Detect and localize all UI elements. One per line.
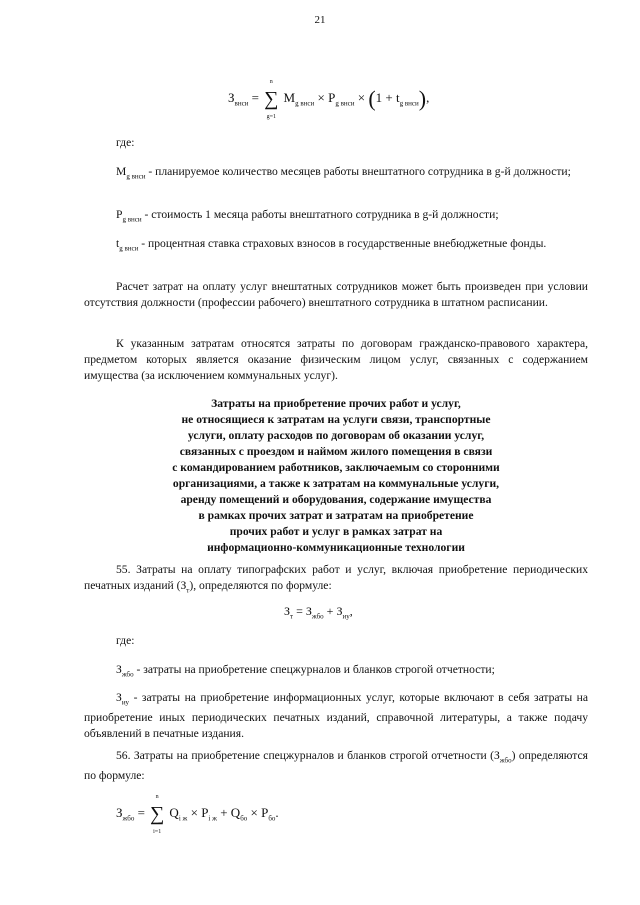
paragraph-subscript: жбо bbox=[499, 756, 512, 765]
paragraph-56 bbox=[84, 748, 588, 784]
formula-punct: . bbox=[275, 804, 279, 820]
section-heading bbox=[84, 396, 588, 556]
formula-operator: × bbox=[190, 804, 198, 820]
definition-iu bbox=[84, 690, 588, 742]
formula-symbol: P bbox=[328, 89, 336, 105]
paragraph-text: ) определяются по формуле: bbox=[84, 749, 588, 783]
formula-operator: × bbox=[317, 89, 325, 105]
definition-subscript: иу bbox=[121, 698, 130, 707]
formula-punct: , bbox=[426, 89, 430, 105]
formula-subscript: внси bbox=[234, 99, 249, 108]
formula-symbol: Q bbox=[169, 804, 179, 820]
formula-subscript: жбо bbox=[311, 612, 324, 621]
where-label: где: bbox=[116, 634, 135, 647]
paragraph-text: ), определяются по формуле: bbox=[189, 579, 332, 592]
heading-line: услуги, оплату расходов по договорам об оказании услуг, bbox=[187, 429, 485, 442]
definition-p bbox=[116, 207, 588, 227]
formula-paren: ) bbox=[418, 86, 427, 111]
formula-symbol: З bbox=[116, 804, 123, 820]
sum-lower-limit: g=1 bbox=[266, 114, 276, 120]
paragraph-subscript: т bbox=[186, 586, 190, 595]
definition-t bbox=[116, 236, 588, 256]
heading-line: информационно-коммуникационные технологии bbox=[207, 541, 465, 554]
definition-text: - затраты на приобретение спецжурналов и бланков строгой отчетности; bbox=[133, 663, 495, 676]
heading-line: связанных с проездом и наймом жилого помещения в связи bbox=[179, 445, 493, 458]
formula-symbol: P bbox=[261, 804, 269, 820]
heading-line: Затраты на приобретение прочих работ и услуг, bbox=[211, 397, 461, 410]
formula-operator: = bbox=[137, 804, 145, 820]
definition-m bbox=[116, 164, 588, 184]
formula-subscript: g внси bbox=[335, 99, 355, 108]
definition-text: - стоимость 1 месяца работы внештатного сотрудника в g-й должности; bbox=[141, 208, 499, 221]
formula-term: + З bbox=[323, 604, 343, 618]
formula-subscript: бо bbox=[240, 814, 248, 823]
formula-subscript: g внси bbox=[399, 99, 419, 108]
definition-subscript: g внси bbox=[126, 172, 146, 181]
definition-text: - планируемое количество месяцев работы внештатного сотрудника в g-й должности; bbox=[145, 165, 571, 178]
formula-term: = З bbox=[293, 604, 312, 618]
sum-upper-limit: n bbox=[155, 794, 159, 800]
formula-subscript: g внси bbox=[295, 99, 315, 108]
definition-subscript: g внси bbox=[122, 215, 142, 224]
formula-special-journals bbox=[116, 794, 279, 835]
paragraph-55 bbox=[84, 562, 588, 598]
definition-symbol: t bbox=[116, 237, 120, 250]
definition-text: - процентная ставка страховых взносов в государственные внебюджетные фонды. bbox=[138, 237, 547, 250]
sum-sign-icon: n ∑ g=1 bbox=[264, 79, 279, 120]
formula-operator: = bbox=[251, 89, 260, 105]
formula-printing bbox=[284, 604, 353, 620]
paragraph-text: 56. Затраты на приобретение спецжурналов и бланков строгой отчетности (З bbox=[116, 749, 500, 762]
sum-lower-limit: i=1 bbox=[153, 829, 162, 835]
definition-symbol: З bbox=[116, 663, 122, 676]
heading-line: с командированием работников, заключаемым со сторонними bbox=[172, 461, 500, 474]
formula-operator: + bbox=[220, 804, 228, 820]
formula-symbol: P bbox=[201, 804, 209, 820]
formula-symbol: Q bbox=[230, 804, 241, 820]
sum-upper-limit: n bbox=[269, 79, 273, 85]
heading-line: аренду помещений и оборудования, содержание имущества bbox=[180, 493, 492, 506]
where-label: где: bbox=[116, 136, 135, 149]
definition-symbol: З bbox=[116, 691, 122, 704]
formula-subscript: i ж bbox=[208, 814, 217, 823]
formula-punct: , bbox=[349, 604, 353, 618]
formula-operator: × bbox=[357, 89, 366, 105]
formula-subscript: иу bbox=[342, 612, 350, 621]
heading-line: не относящиеся к затратам на услуги связи, транспортные bbox=[181, 413, 491, 426]
paragraph-text: 55. Затраты на оплату типографских работ и услуг, включая приобретение периодических печатных изданий (З bbox=[84, 563, 588, 592]
formula-subscript: т bbox=[290, 612, 294, 621]
definition-zhbo bbox=[116, 662, 588, 682]
heading-line: в рамках прочих затрат и затратам на приобретение bbox=[198, 509, 474, 522]
paragraph-conditions: Расчет затрат на оплату услуг внештатных сотрудников может быть произведен при условии отсутствия должности (профессии рабочего) внештатного сотрудника в штатном расписании. bbox=[84, 280, 588, 309]
page-number: 21 bbox=[314, 14, 326, 26]
formula-symbol: M bbox=[283, 89, 296, 105]
sum-sign-icon: n ∑ i=1 bbox=[150, 794, 165, 835]
formula-subscript: бо bbox=[268, 814, 276, 823]
formula-paren: ( bbox=[368, 86, 376, 111]
formula-operator: × bbox=[250, 804, 258, 820]
heading-line: прочих работ и услуг в рамках затрат на bbox=[229, 525, 443, 538]
heading-line: организациями, а также к затратам на коммунальные услуги, bbox=[172, 477, 500, 490]
formula-symbol: З bbox=[284, 604, 291, 618]
formula-external-staff bbox=[228, 79, 430, 120]
definition-symbol: M bbox=[116, 165, 127, 178]
formula-term: 1 + t bbox=[375, 89, 400, 105]
paragraph-gph-contracts: К указанным затратам относятся затраты по договорам гражданско-правового характера, предметом которых является оказание физическим лицом услуг, связанных с содержанием имущества (за исключением коммунальных услуг). bbox=[84, 337, 588, 382]
definition-symbol: P bbox=[116, 208, 123, 221]
formula-subscript: жбо bbox=[122, 814, 135, 823]
definition-subscript: жбо bbox=[121, 670, 134, 679]
formula-subscript: i ж bbox=[178, 814, 188, 823]
definition-subscript: g внси bbox=[119, 244, 139, 253]
definition-text: - затраты на приобретение информационных услуг, которые включают в себя затраты на приобретение иных периодических печатных изданий, справочной литературы, а также подачу объявлений в печатные издания. bbox=[84, 691, 588, 741]
formula-symbol: З bbox=[228, 89, 235, 105]
